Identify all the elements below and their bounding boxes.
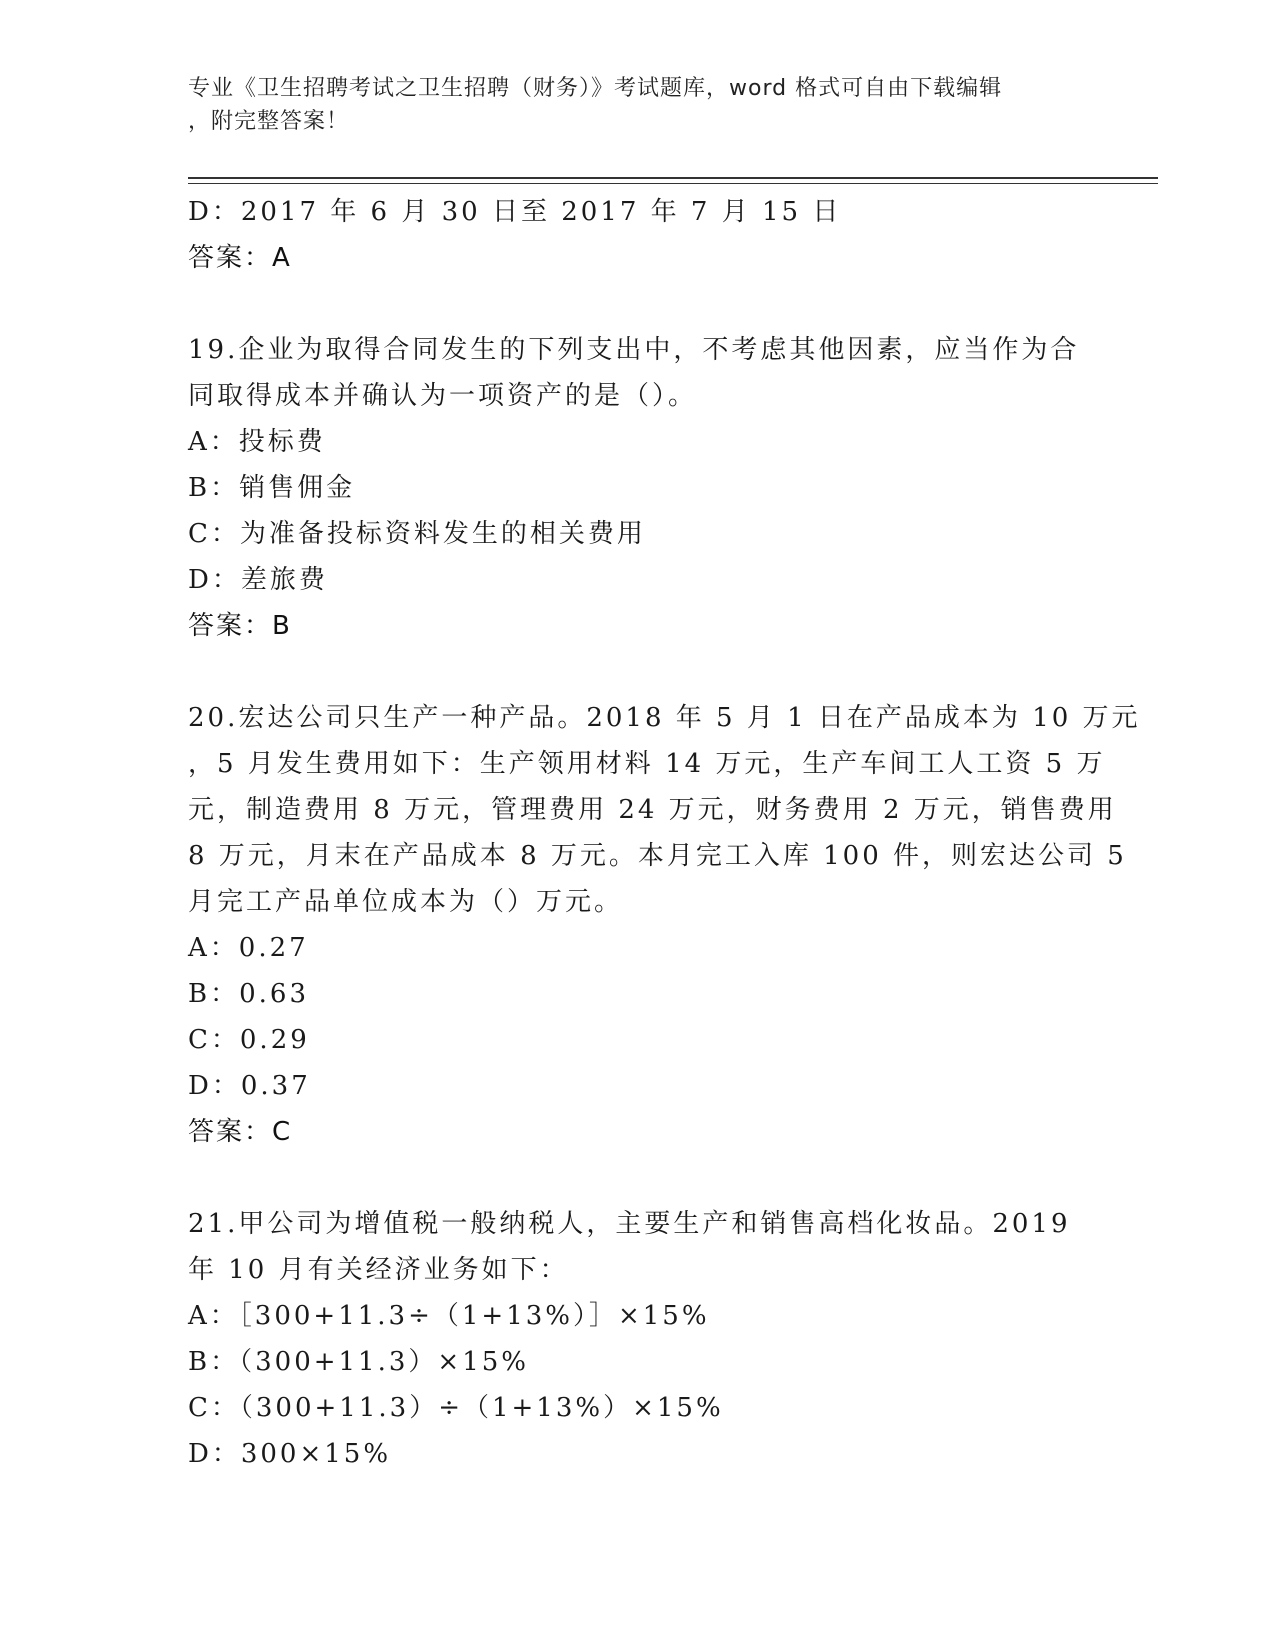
q20-stem-line-5: 月完工产品单位成本为（）万元。 xyxy=(188,887,624,917)
question-19 xyxy=(188,327,1088,649)
q21-option-b: B：（300+11.3）×15% xyxy=(188,1347,529,1377)
header-rule-thick xyxy=(188,177,1158,179)
q21-stem-line-1: 21.甲公司为增值税一般纳税人，主要生产和销售高档化妆品。2019 xyxy=(188,1209,1071,1239)
q19-option-d: D：差旅费 xyxy=(188,565,328,595)
q19-stem-line-1: 19.企业为取得合同发生的下列支出中，不考虑其他因素，应当作为合 xyxy=(188,335,1080,365)
q20-stem-line-1: 20.宏达公司只生产一种产品。2018 年 5 月 1 日在产品成本为 10 万元 xyxy=(188,703,1141,733)
q19-option-a: A：投标费 xyxy=(188,427,326,457)
header-line-1: 专业《卫生招聘考试之卫生招聘（财务）》考试题库，word 格式可自由下载编辑 xyxy=(188,76,1003,101)
spacer xyxy=(188,649,1088,695)
question-content xyxy=(188,189,1141,1477)
q20-option-a: A：0.27 xyxy=(188,933,309,963)
q18-option-d: D：2017 年 6 月 30 日至 2017 年 7 月 15 日 xyxy=(188,197,842,227)
q20-option-d: D：0.37 xyxy=(188,1071,311,1101)
q21-option-d: D：300×15% xyxy=(188,1439,392,1469)
header-rule-thin xyxy=(188,183,1158,184)
q20-option-b: B：0.63 xyxy=(188,979,309,1009)
question-21 xyxy=(188,1201,1088,1477)
document-header xyxy=(188,72,1068,138)
q18-answer: 答案：A xyxy=(188,243,292,273)
question-20 xyxy=(188,695,1141,1155)
q21-stem-line-2: 年 10 月有关经济业务如下： xyxy=(188,1255,569,1285)
spacer xyxy=(188,1155,1088,1201)
q20-answer: 答案：C xyxy=(188,1117,293,1147)
q20-option-c: C：0.29 xyxy=(188,1025,310,1055)
q20-stem-line-3: 元，制造费用 8 万元，管理费用 24 万元，财务费用 2 万元，销售费用 xyxy=(188,795,1117,825)
q19-option-b: B：销售佣金 xyxy=(188,473,356,503)
q19-stem-line-2: 同取得成本并确认为一项资产的是（）。 xyxy=(188,381,698,411)
q19-option-c: C：为准备投标资料发生的相关费用 xyxy=(188,519,646,549)
q21-option-a: A：［300+11.3÷（1+13%）］×15% xyxy=(188,1301,710,1331)
q19-answer: 答案：B xyxy=(188,611,292,641)
q21-option-c: C：（300+11.3）÷（1+13%）×15% xyxy=(188,1393,724,1423)
spacer xyxy=(188,281,1088,327)
header-line-2: ，附完整答案！ xyxy=(188,109,350,134)
q20-stem-line-4: 8 万元，月末在产品成本 8 万元。本月完工入库 100 件，则宏达公司 5 xyxy=(188,841,1127,871)
question-18 xyxy=(188,189,1088,281)
q20-stem-line-2: ，5 月发生费用如下：生产领用材料 14 万元，生产车间工人工资 5 万 xyxy=(188,749,1106,779)
